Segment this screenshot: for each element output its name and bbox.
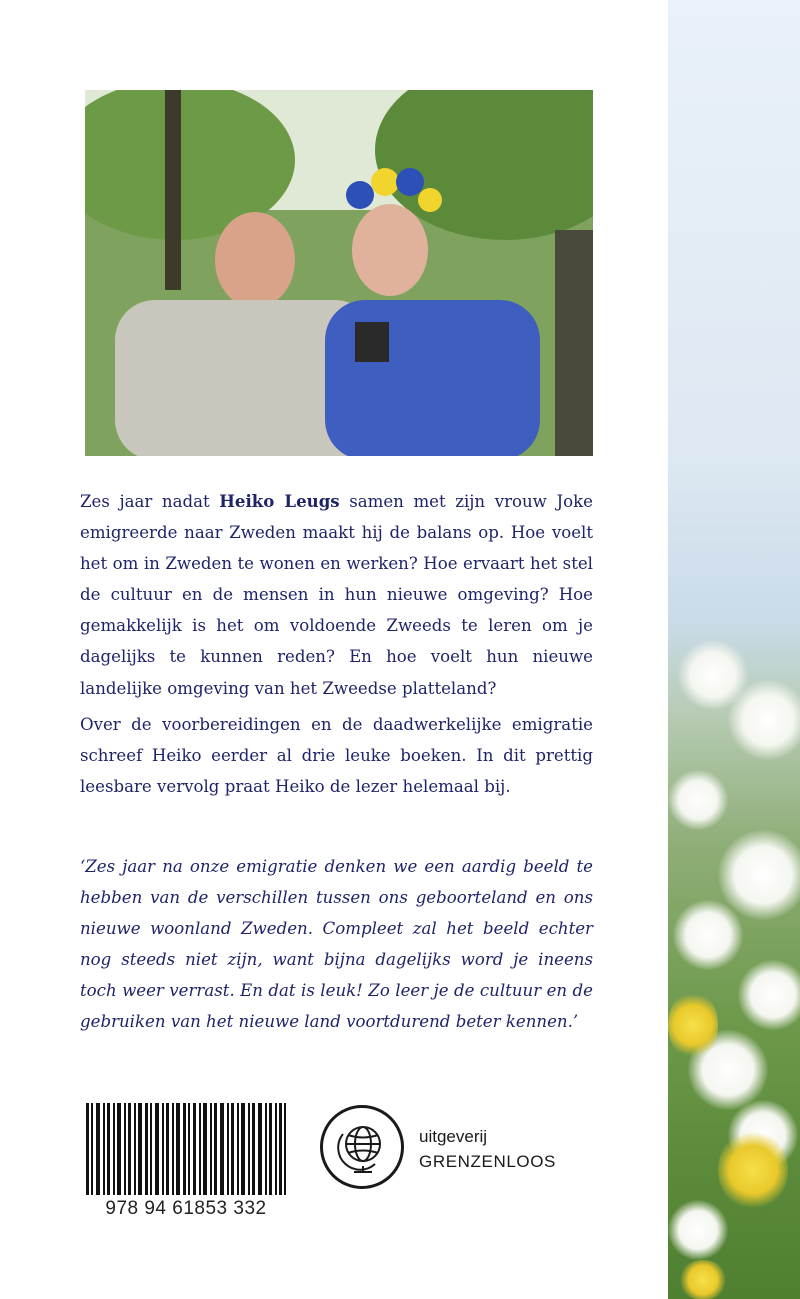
blurb-paragraph-2: Over de voorbereidingen en de daadwerkelijke emigratie schreef Heiko eerder al drie leuke boeken. In dit prettig leesbare vervolg praat Heiko de lezer helemaal bij. <box>80 715 593 797</box>
barcode <box>86 1103 286 1195</box>
blurb-paragraph-1: Zes jaar nadat Heiko Leugs samen met zijn vrouw Joke emigreerde naar Zweden maakt hij de balans op. Hoe voelt het om in Zweden te wonen en werken? Hoe ervaart het stel de cultuur en de mensen in hun nieuwe omgeving? Hoe gemakkelijk is het om voldoende Zweeds te leren om je dagelijks te kunnen reden? En hoe voelt hun nieuwe landelijke omgeving van het Zweedse platteland? <box>80 491 593 698</box>
publisher-name-line2: GRENZENLOOS <box>419 1152 556 1171</box>
front-cover-edge-meadow <box>668 0 800 1299</box>
publisher-logo <box>320 1105 404 1189</box>
author-name: Heiko Leugs <box>219 491 340 511</box>
globe-icon <box>337 1120 389 1176</box>
publisher-name-line1: uitgeverij <box>419 1127 488 1146</box>
blurb-quote: ‘Zes jaar na onze emigratie denken we een aardig beeld te hebben van de verschillen tussen ons geboorteland en ons nieuwe woonland Zweden. Compleet zal het beeld echter nog steeds niet zijn, want bijna dagelijks word je ineens toch weer verrast. En dat is leuk! Zo leer je de cultuur en de gebruiken van het nieuwe land voortdurend beter kennen.’ <box>80 857 593 1032</box>
isbn-number: 978 94 61853 332 <box>105 1198 267 1219</box>
author-photo <box>85 90 593 456</box>
